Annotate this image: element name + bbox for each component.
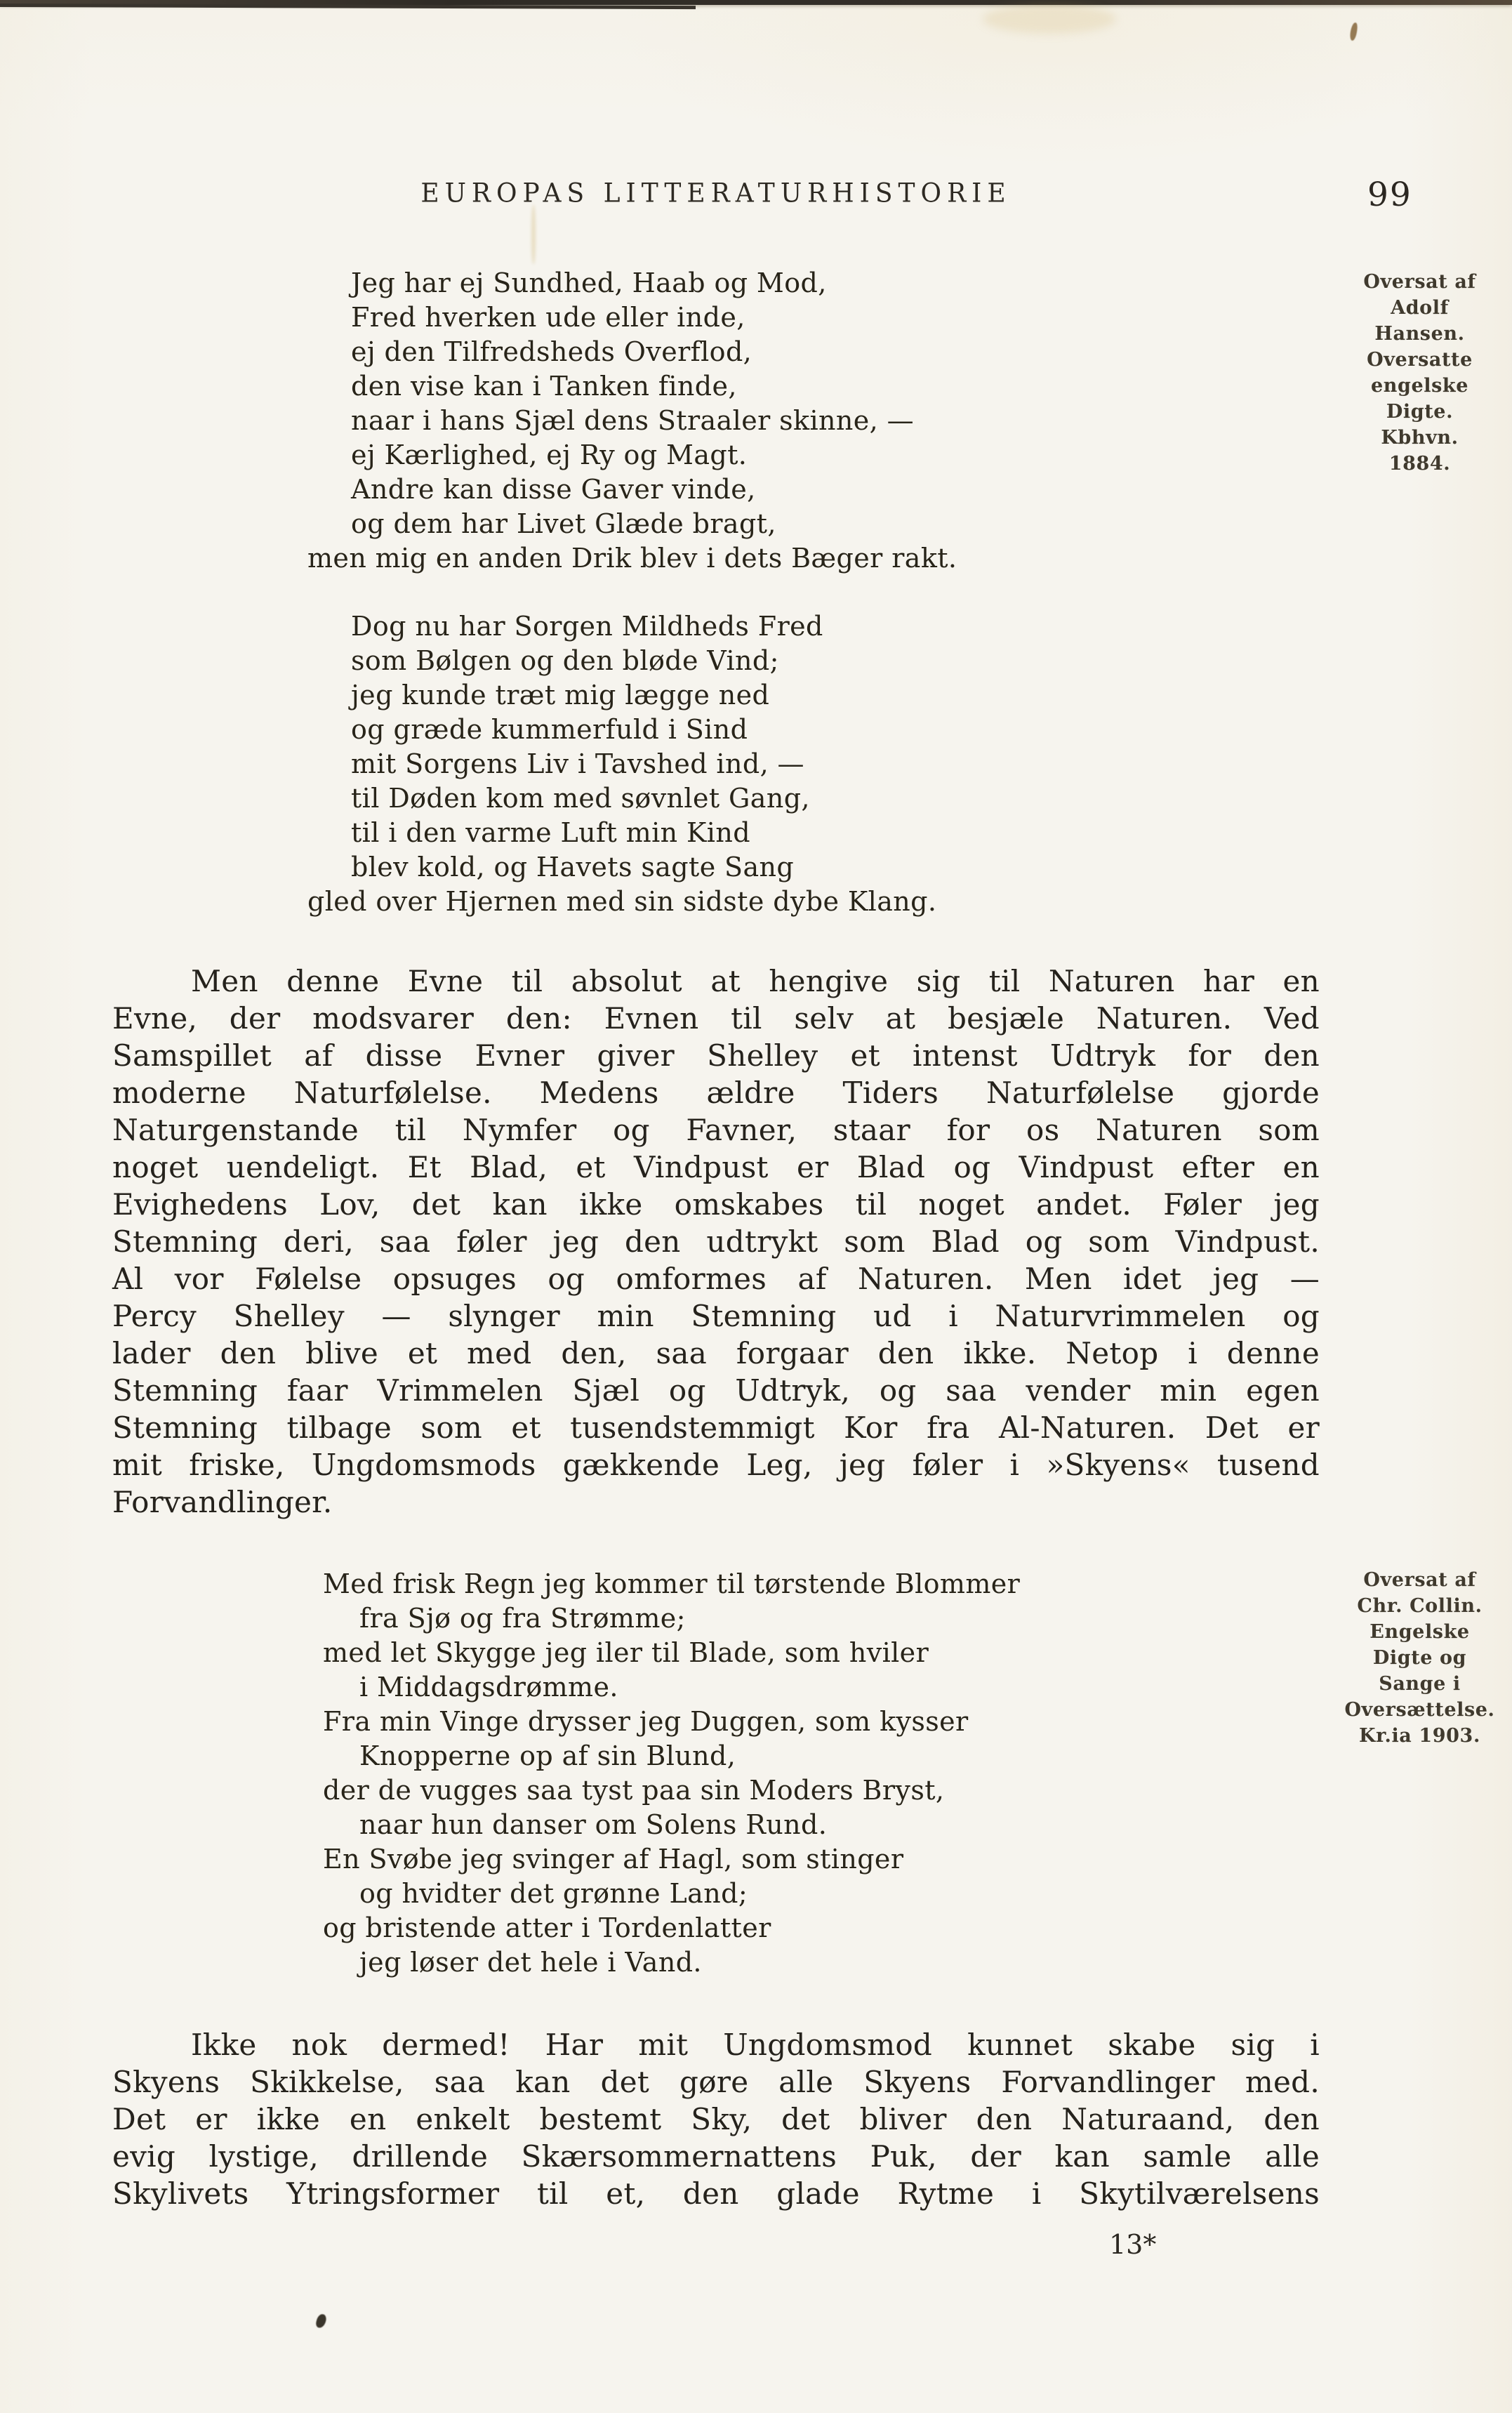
paragraph-line: evig lystige, drillende Skærsommernattens Puk, der kan samle alle — [112, 2139, 1320, 2174]
paragraph-line: Evne, der modsvarer den: Evnen til selv at besjæle Naturen. Ved — [112, 1001, 1320, 1036]
poem-line: til Døden kom med søvnlet Gang, — [351, 783, 810, 814]
margin-note-line: Oversættelse. — [1344, 1699, 1495, 1721]
paragraph-line: Men denne Evne til absolut at hengive sig til Naturen har en — [191, 964, 1320, 998]
poem-1-stanza-2 — [307, 609, 1320, 919]
poem-line: til i den varme Luft min Kind — [351, 817, 750, 848]
poem-line: fra Sjø og fra Strømme; — [359, 1603, 686, 1634]
margin-note-line: Hansen. — [1374, 323, 1465, 345]
paragraph-line: Evighedens Lov, det kan ikke omskabes til noget andet. Føler jeg — [112, 1187, 1320, 1222]
poem-line: i Middagsdrømme. — [359, 1672, 618, 1703]
poem-line: ej den Tilfredsheds Overflod, — [351, 336, 752, 367]
poem-line: jeg løser det hele i Vand. — [359, 1947, 702, 1978]
paper-speck — [1349, 22, 1358, 41]
poem-line: naar hun danser om Solens Rund. — [359, 1809, 828, 1840]
poem-line: og dem har Livet Glæde bragt, — [351, 508, 776, 539]
paragraph-line: Ikke nok dermed! Har mit Ungdomsmod kunnet skabe sig i — [191, 2028, 1320, 2062]
margin-note-line: Kbhvn. — [1381, 427, 1459, 449]
signature-mark: 13* — [1109, 2229, 1157, 2260]
margin-note-line: engelske — [1370, 375, 1468, 397]
paragraph-line: Naturgenstande til Nymfer og Favner, staar for os Naturen som — [112, 1113, 1320, 1147]
poem-line: Knopperne op af sin Blund, — [359, 1740, 736, 1771]
margin-note-source-1 — [1330, 269, 1509, 477]
paragraph-line: moderne Naturfølelse. Medens ældre Tiders Naturfølelse gjorde — [112, 1076, 1320, 1110]
page-number: 99 — [1367, 176, 1412, 214]
paragraph-line: noget uendeligt. Et Blad, et Vindpust er Blad og Vindpust efter en — [112, 1150, 1320, 1184]
margin-note-line: 1884. — [1388, 453, 1451, 475]
margin-note-line: Digte og — [1372, 1647, 1467, 1669]
margin-note-line: Chr. Collin. — [1357, 1595, 1483, 1617]
margin-note-line: Kr.ia 1903. — [1359, 1725, 1480, 1747]
body-paragraph-2 — [112, 2026, 1320, 2212]
poem-line: og bristende atter i Tordenlatter — [323, 1912, 771, 1943]
paragraph-line: mit friske, Ungdomsmods gækkende Leg, jeg føler i »Skyens« tusend — [112, 1448, 1320, 1482]
poem-line: der de vugges saa tyst paa sin Moders Bryst, — [323, 1775, 945, 1806]
paragraph-line: Stemning faar Vrimmelen Sjæl og Udtryk, og saa vender min egen — [112, 1373, 1320, 1408]
poem-line: mit Sorgens Liv i Tavshed ind, — — [351, 748, 804, 779]
poem-line: En Svøbe jeg svinger af Hagl, som stinger — [323, 1844, 904, 1875]
poem-line: Andre kan disse Gaver vinde, — [351, 474, 756, 505]
poem-line: Dog nu har Sorgen Mildheds Fred — [351, 611, 823, 642]
paragraph-line: Stemning tilbage som et tusendstemmigt Kor fra Al-Naturen. Det er — [112, 1410, 1320, 1445]
poem-line: som Bølgen og den bløde Vind; — [351, 645, 779, 676]
poem-line: med let Skygge jeg iler til Blade, som hviler — [323, 1637, 929, 1668]
margin-note-line: Engelske — [1370, 1621, 1470, 1643]
poem-line: blev kold, og Havets sagte Sang — [351, 852, 795, 882]
poem-line: Med frisk Regn jeg kommer til tørstende Blommer — [323, 1568, 1021, 1599]
poem-line: Fra min Vinge drysser jeg Duggen, som kysser — [323, 1706, 969, 1737]
running-header-title: EUROPAS LITTERATURHISTORIE — [420, 178, 1012, 209]
margin-note-line: Sange i — [1379, 1673, 1461, 1695]
paragraph-line: Stemning deri, saa føler jeg den udtrykt som Blad og som Vindpust. — [112, 1224, 1320, 1259]
paragraph-line: Forvandlinger. — [112, 1485, 333, 1519]
poem-line: og hvidter det grønne Land; — [359, 1878, 748, 1909]
poem-2-text — [323, 1567, 1320, 1980]
paragraph-line: Percy Shelley — slynger min Stemning ud i Naturvrimmelen og — [112, 1299, 1320, 1333]
running-header — [112, 179, 1320, 216]
poem-line: ej Kærlighed, ej Ry og Magt. — [351, 439, 748, 470]
paragraph-line: Skylivets Ytringsformer til et, den glade Rytme i Skytilværelsens — [112, 2176, 1320, 2211]
poem-line: Fred hverken ude eller inde, — [351, 302, 745, 333]
margin-note-source-2 — [1330, 1567, 1509, 1749]
poem-block-1 — [112, 266, 1476, 919]
poem-line: og græde kummerfuld i Sind — [351, 714, 748, 745]
margin-note-line: Oversat af — [1363, 271, 1476, 293]
paragraph-line: lader den blive et med den, saa forgaar den ikke. Netop i denne — [112, 1336, 1320, 1370]
poem-1-stanza-1 — [307, 266, 1320, 576]
margin-note-line: Oversatte — [1367, 349, 1473, 371]
margin-note-line: Oversat af — [1363, 1569, 1476, 1591]
poem-line: men mig en anden Drik blev i dets Bæger rakt. — [307, 543, 957, 574]
paragraph-line: Samspillet af disse Evner giver Shelley et intenst Udtryk for den — [112, 1038, 1320, 1073]
poem-line: Jeg har ej Sundhed, Haab og Mod, — [351, 267, 827, 298]
ink-speck — [315, 2313, 327, 2329]
margin-note-line: Adolf — [1391, 297, 1449, 319]
paragraph-line: Al vor Følelse opsuges og omformes af Naturen. Men idet jeg — — [112, 1262, 1320, 1296]
paragraph-line: Skyens Skikkelse, saa kan det gøre alle Skyens Forvandlinger med. — [112, 2065, 1320, 2099]
poem-line: naar i hans Sjæl dens Straaler skinne, — — [351, 405, 915, 436]
poem-line: den vise kan i Tanken finde, — [351, 371, 737, 402]
poem-line: jeg kunde træt mig lægge ned — [351, 680, 770, 710]
poem-1-text — [307, 266, 1320, 919]
body-paragraph-1 — [112, 963, 1320, 1521]
poem-line: gled over Hjernen med sin sidste dybe Klang. — [307, 886, 937, 917]
paragraph-line: Det er ikke en enkelt bestemt Sky, det bliver den Naturaand, den — [112, 2102, 1320, 2136]
margin-note-line: Digte. — [1386, 401, 1454, 423]
poem-block-2 — [112, 1567, 1495, 1980]
